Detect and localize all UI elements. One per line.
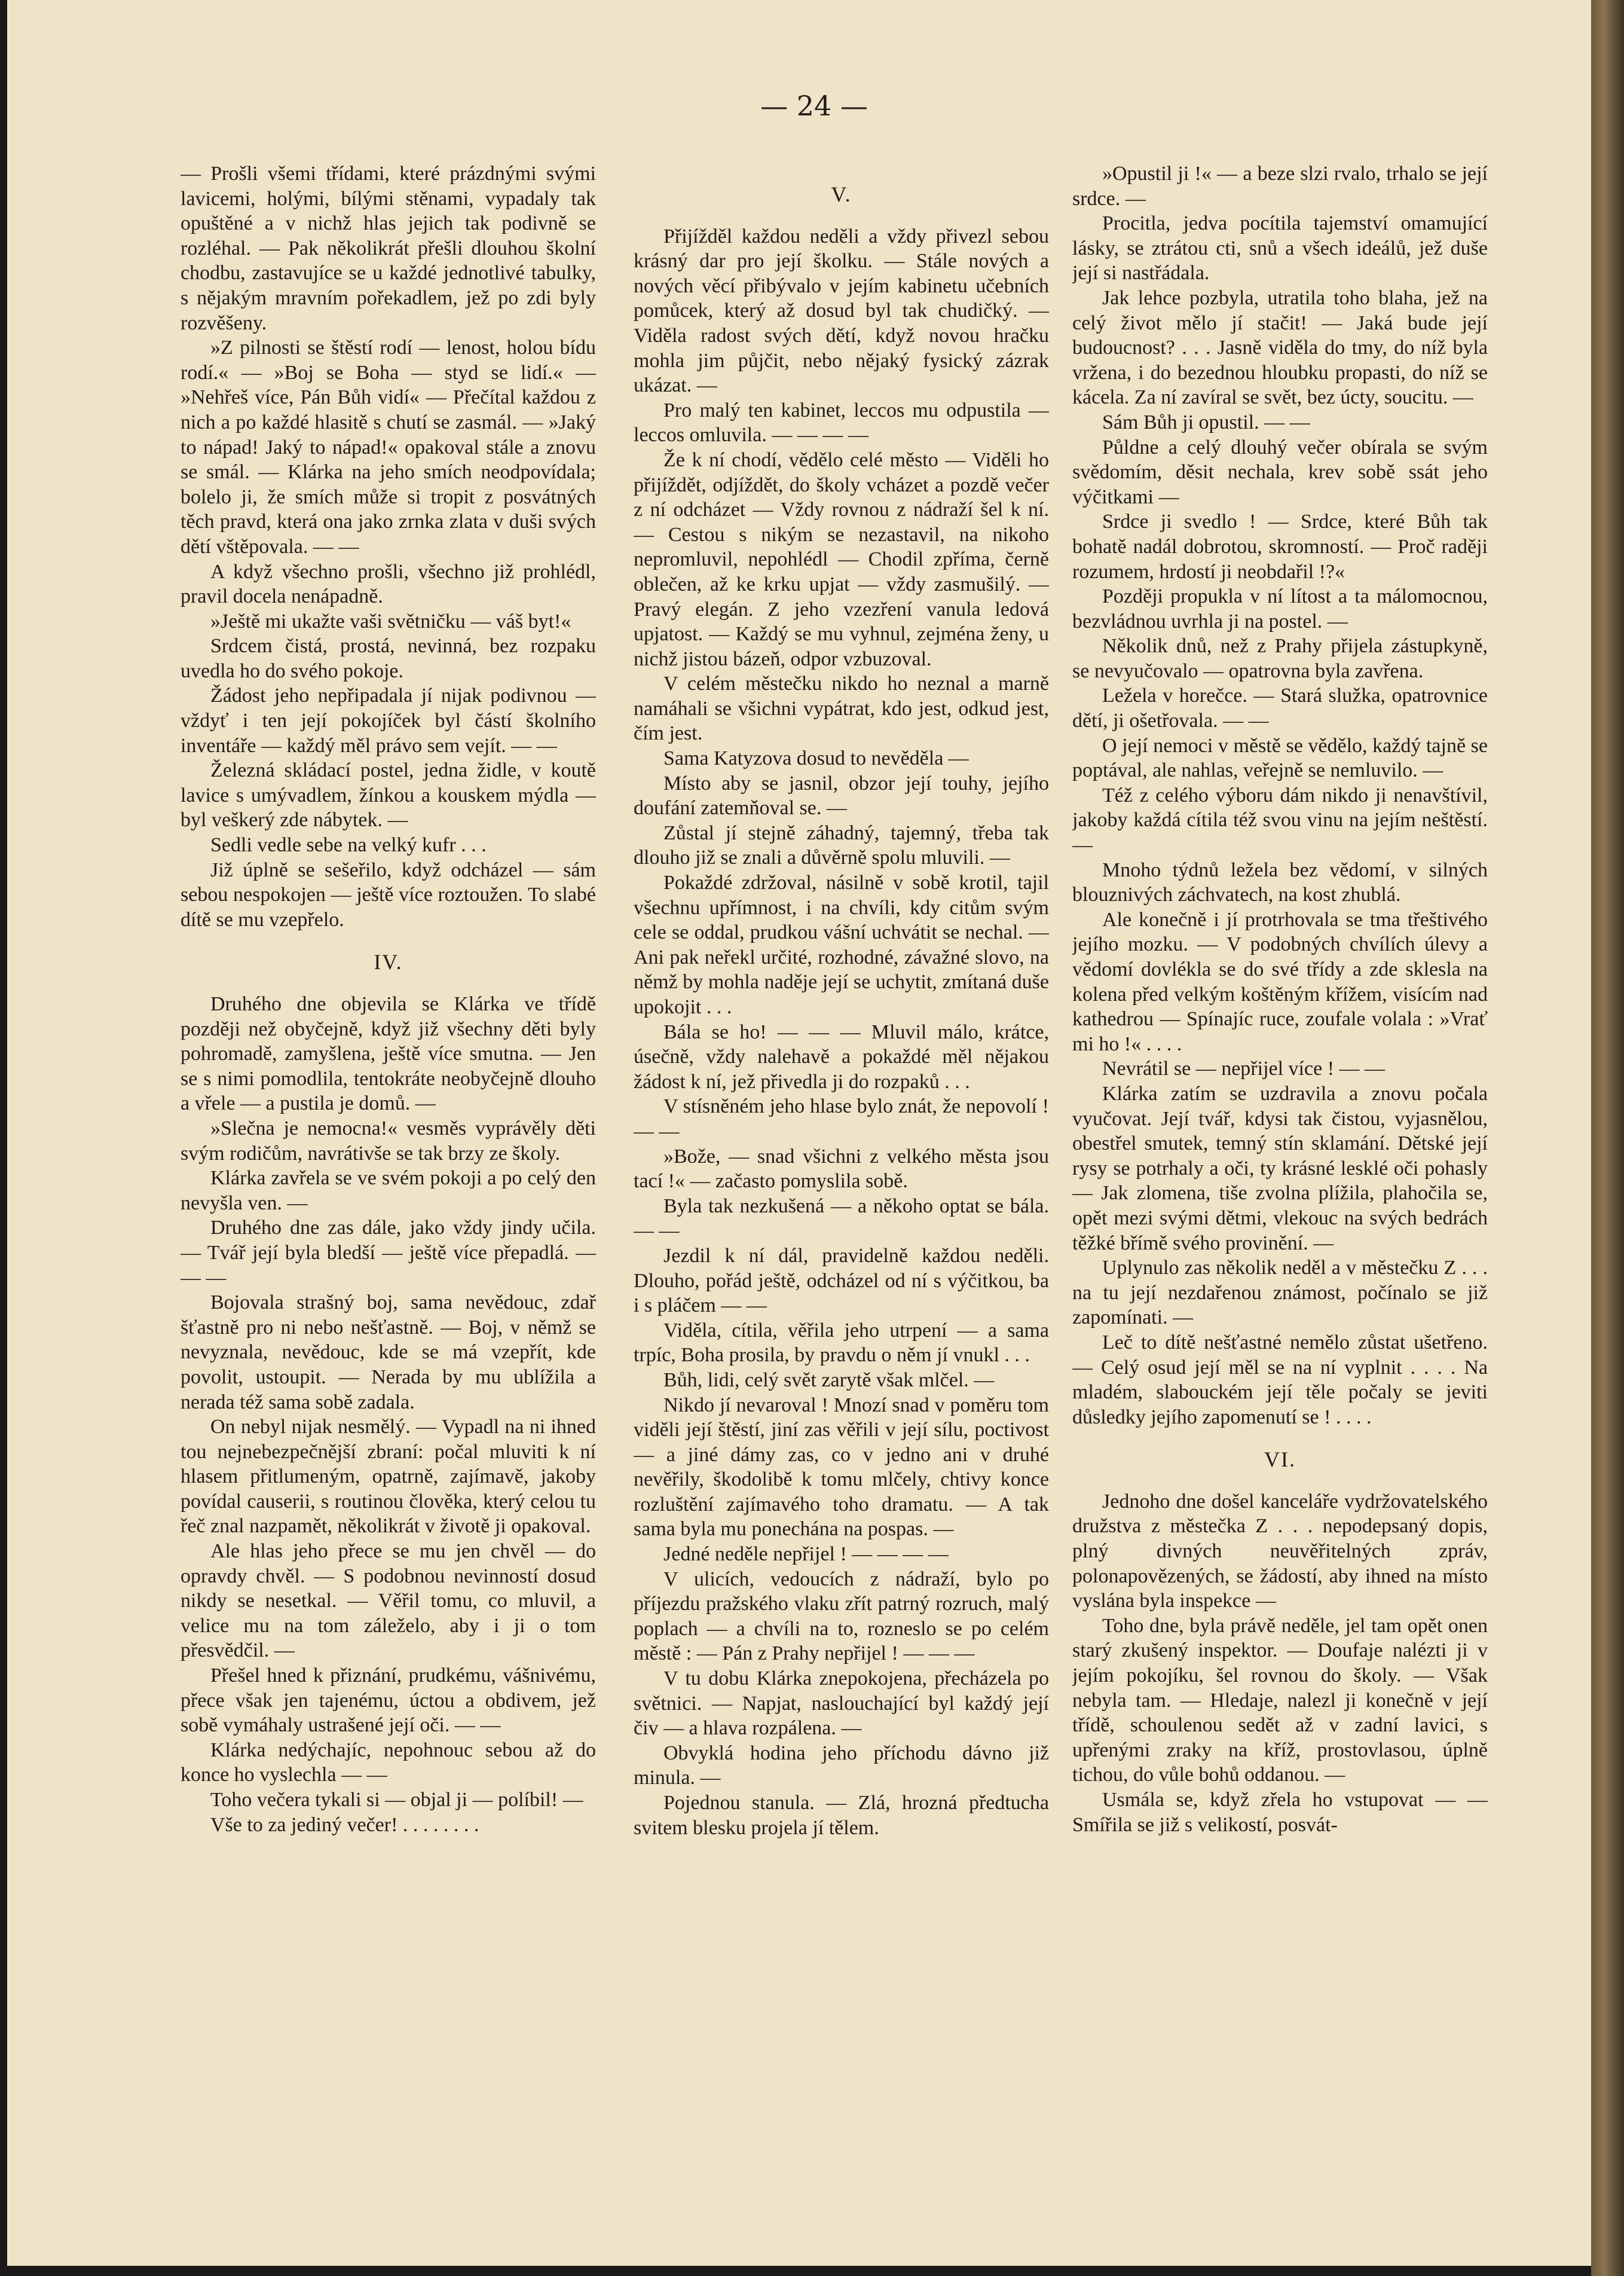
paragraph: Jak lehce pozbyla, utratila toho blaha, jež na celý život mělo jí stačit! — Jaká bude její budoucnost? . . . Jasně viděla do tmy, do níž byla vržena, i do bezednou hloubku propasti, do níž se kácela. Za ní zavíral se svět, bez úcty, soucitu. — (1072, 286, 1488, 409)
paragraph: »Ještě mi ukažte vaši světničku — váš byt!« (210, 610, 571, 633)
paragraph: V stísněném jeho hlase bylo znát, že nepovolí ! — — (634, 1095, 1049, 1142)
paragraph: Sama Katyzova dosud to nevěděla — (663, 747, 969, 770)
paragraph: Pojednou stanula. — Zlá, hrozná předtucha svitem blesku projela jí tělem. (634, 1792, 1049, 1839)
paragraph: Též z celého výboru dám nikdo ji nenavštívil, jakoby každá cítila též svou vinu na jejím neštěstí. — (1072, 784, 1488, 857)
paragraph: Leč to dítě nešťastné nemělo zůstat ušetřeno. — Celý osud její měl se na ní vyplnit . . . . Na mladém, slabouckém její těle počaly se jeviti důsledky jejího zapomenutí se ! . . . . (1072, 1331, 1488, 1428)
page-number: — 24 — (760, 90, 868, 122)
section-heading: V. (831, 182, 852, 206)
paragraph: Ležela v horečce. — Stará služka, opatrovnice dětí, ji ošetřovala. — — (1072, 685, 1488, 732)
paragraph: Nevrátil se — nepřijel více ! — — (1102, 1058, 1386, 1080)
paragraph: Bojovala strašný boj, sama nevědouc, zdař šťastně pro ni nebo nešťastně. — Boj, v němž se nevyznala, nevědouc, kde se má vzepřít, kde povolit, ustoupit. — Nerada by mu ublížila a nerada též sama sobě zadala. (181, 1291, 596, 1413)
paragraph: Přijížděl každou neděli a vždy přivezl sebou krásný dar pro její školku. — Stále nových a nových věcí přibývalo v jejím kabinetu učebních pomůcek, který až dosud byl tak chudičký. — Viděla radost svých dětí, když novou hračku mohla jim půjčit, nebo nějaký fysický zázrak ukázat. — (634, 225, 1049, 397)
paragraph: »Slečna je nemocna!« vesměs vyprávěly děti svým rodičům, navrátivše se tak brzy ze školy. (181, 1117, 596, 1165)
paragraph: On nebyl nijak nesmělý. — Vypadl na ni ihned tou nejnebezpečnější zbraní: počal mluviti k ní hlasem přitlumeným, opatrně, zajímavě, jakoby povídal causerii, s routinou člověka, který celou tu řeč znal nazpamět, několikrát v životě ji opakoval. (181, 1416, 596, 1538)
book-page (7, 0, 1597, 2266)
text-column-right (1072, 161, 1488, 2152)
paragraph: Toho večera tykali si — objal ji — políbil! — (210, 1789, 583, 1811)
paragraph: Později propukla v ní lítost a ta málomocnou, bezvládnou uvrhla ji na postel. — (1072, 585, 1488, 633)
section-heading: IV. (374, 950, 403, 974)
paragraph: Pro malý ten kabinet, leccos mu odpustila — leccos omluvila. — — — — (634, 399, 1049, 447)
paragraph: Nikdo jí nevaroval ! Mnozí snad v poměru tom viděli její štěstí, jiní zas věřili v její sílu, poctivost — a jiné dámy zas, co v jedno ani v druhé nevěřily, škodolibě k tomu mlčely, chtivy konce rozluštění zajímavého toho dramatu. — A tak sama byla mu ponechána na pospas. — (634, 1394, 1049, 1541)
paragraph: Sedli vedle sebe na velký kufr . . . (210, 834, 487, 857)
text-column-left (181, 161, 596, 2152)
paragraph: Procitla, jedva pocítila tajemství omamující lásky, se ztrátou cti, snů a všech ideálů, jež duše její si nastřádala. (1072, 212, 1488, 285)
paragraph: V tu dobu Klárka znepokojena, přecházela po světnici. — Napjat, naslouchající byl každý její čiv — a hlava rozpálena. — (634, 1667, 1049, 1740)
paragraph: Klárka zatím se uzdravila a znovu počala vyučovat. Její tvář, kdysi tak čistou, vyjasnělou, obestřel smutek, temný stín sklamání. Dětské její rysy se potrhaly a oči, ty krásné lesklé oči pohasly — Jak zlomena, tiše zvolna plížila, plahočila se, opět mezi svými dětmi, vlekouc na svých bedrách těžké břímě svého provinění. — (1072, 1082, 1488, 1254)
text-column-middle (634, 182, 1049, 2173)
paragraph: Že k ní chodí, vědělo celé město — Viděli ho přijíždět, odjíždět, do školy vcházet a pozdě večer z ní odcházet — Vždy rovnou z nádraží šel k ní. — Cestou s nikým se nezastavil, na nikoho nepromluvil, nepohlédl — Chodil zpříma, černě oblečen, až ke krku upjat — vždy zasmušilý. — Pravý elegán. Z jeho vzezření vanula ledová upjatost. — Každý se mu vyhnul, zejména ženy, u nichž jistou bázeň, odpor vzbuzoval. (634, 448, 1049, 670)
paragraph: Bůh, lidi, celý svět zarytě však mlčel. — (663, 1368, 995, 1391)
paragraph: Bála se ho! — — — Mluvil málo, krátce, úsečně, vždy nalehavě a pokaždé měl nějakou žádost k ní, jež přivedla ji do rozpaků . . . (634, 1021, 1049, 1093)
paragraph: Druhého dne objevila se Klárka ve třídě později než obyčejně, když již všechny děti byly pohromadě, zamyšlena, ještě více smutna. — Jen se s nimi pomodlila, tentokráte neobyčejně dlouho a vřele — a pustila je domů. — (181, 993, 596, 1115)
paragraph: Byla tak nezkušená — a někoho optat se bála. — — (634, 1194, 1049, 1242)
paragraph: Žádost jeho nepřipadala jí nijak podivnou — vždyť i ten její pokojíček byl částí školního inventáře — každý měl právo sem vejít. — — (181, 685, 596, 757)
paragraph: V ulicích, vedoucích z nádraží, bylo po příjezdu pražského vlaku zřít patrný rozruch, malý poplach — a chvíli na to, rozneslo se po celém městě : — Pán z Prahy nepřijel ! — — — (634, 1568, 1049, 1665)
paragraph: Přešel hned k přiznání, prudkému, vášnivému, přece však jen tajenému, úctou a obdivem, jež sobě vymáhaly ustrašené její oči. — — (181, 1664, 596, 1737)
paragraph: Klárka zavřela se ve svém pokoji a po celý den nevyšla ven. — (181, 1167, 596, 1214)
book-spine-edge (1591, 0, 1624, 2276)
paragraph: Již úplně se sešeřilo, když odcházel — sám sebou nespokojen — ještě více roztoužen. To slabé dítě se mu vzepřelo. (181, 859, 596, 931)
paragraph: Uplynulo zas několik neděl a v městečku Z . . . na tu její nezdařenou známost, počínalo se již zapomínati. — (1072, 1257, 1488, 1329)
paragraph: Vše to za jediný večer! . . . . . . . . (210, 1813, 479, 1836)
paragraph: Jezdil k ní dál, pravidelně každou neděli. Dlouho, pořád ještě, odcházel od ní s výčitkou, ba i s pláčem — — (634, 1244, 1049, 1317)
paragraph: V celém městečku nikdo ho neznal a marně namáhali se všichni vypátrat, kdo jest, odkud jest, čím jest. (634, 673, 1049, 745)
paragraph: A když všechno prošli, všechno již prohlédl, pravil docela nenápadně. (181, 560, 596, 608)
paragraph: Jedné neděle nepřijel ! — — — — (663, 1543, 949, 1566)
paragraph: — Prošli všemi třídami, které prázdnými svými lavicemi, holými, bílými stěnami, vypadaly tak opuštěné a v nichž hlas jejich tak podivně se rozléhal. — Pak několikrát přešli dlouhou školní chodbu, zastavujíce se u každé jednotlivé tabulky, s nějakým mravním pořekadlem, jež po zdi byly rozvěšeny. (181, 163, 596, 334)
paragraph: »Opustil ji !« — a beze slzi rvalo, trhalo se její srdce. — (1072, 163, 1488, 210)
paragraph: Klárka nedýchajíc, nepohnouc sebou až do konce ho vyslechla — — (181, 1739, 596, 1786)
paragraph: Viděla, cítila, věřila jeho utrpení — a sama trpíc, Boha prosila, by pravdu o něm jí vnukl . . . (634, 1319, 1049, 1367)
paragraph: Srdce ji svedlo ! — Srdce, které Bůh tak bohatě nadál dobrotou, skromností. — Proč raději rozumem, hrdostí ji neobdařil !?« (1072, 511, 1488, 583)
section-heading: VI. (1264, 1447, 1296, 1472)
paragraph: Pokaždé zdržoval, násilně v sobě krotil, tajil všechnu upřímnost, i na chvíli, kdy citům svým cele se oddal, prudkou vášní uchvátit se nechal. — Ani pak neřekl určité, rozhodné, závažné slovo, na němž by mohla naděje její se uchytit, zmítaná duše upokojit . . . (634, 872, 1049, 1018)
paragraph: »Z pilnosti se štěstí rodí — lenost, holou bídu rodí.« — »Boj se Boha — styd se lidí.« — »Nehřeš více, Pán Bůh vidí« — Přečítal každou z nich a po každé hlasitě s chutí se zasmál. — »Jaký to nápad! Jaký to nápad!« opakoval stále a znovu se smál. — Klárka na jeho smích neodpovídala; bolelo ji, že smích může si tropit z posvátných těch pravd, která ona jako zrnka zlata v duši svých dětí vštěpovala. — — (181, 337, 596, 558)
paragraph: Železná skládací postel, jedna židle, v koutě lavice s umývadlem, žínkou a kouskem mýdla — byl veškerý zde nábytek. — (181, 759, 596, 832)
paragraph: »Bože, — snad všichni z velkého města jsou tací !« — začasto pomyslila sobě. (634, 1145, 1049, 1193)
paragraph: Ale konečně i jí protrhovala se tma třeštivého jejího mozku. — V podobných chvílích úlevy a vědomí dovlékla se do své třídy a zde sklesla na kolena před velkým koštěným křížem, visícím nad kathedrou — Spínajíc ruce, zoufale volala : »Vrať mi ho !« . . . . (1072, 908, 1488, 1055)
paragraph: Jednoho dne došel kanceláře vydržovatelského družstva z městečka Z . . . nepodepsaný dopis, plný divných neuvěřitelných zpráv, polonapovězených, se žádostí, aby ihned na místo vyslána byla inspekce — (1072, 1490, 1488, 1612)
paragraph: Srdcem čistá, prostá, nevinná, bez rozpaku uvedla ho do svého pokoje. (181, 635, 596, 682)
paragraph: Zůstal jí stejně záhadný, tajemný, třeba tak dlouho již se znali a důvěrně spolu mluvili. — (634, 821, 1049, 869)
paragraph: Místo aby se jasnil, obzor její touhy, jejího doufání zatemňoval se. — (634, 772, 1049, 820)
paragraph: Půldne a celý dlouhý večer obírala se svým svědomím, děsit nechala, krev sobě ssát jeho výčitkami — (1072, 436, 1488, 508)
paragraph: Několik dnů, než z Prahy přijela zástupkyně, se nevyučovalo — opatrovna byla zavřena. (1072, 635, 1488, 682)
paragraph: O její nemoci v městě se vědělo, každý tajně se poptával, ale nahlas, veřejně se nemluvilo. — (1072, 734, 1488, 782)
paragraph: Sám Bůh ji opustil. — — (1102, 411, 1310, 433)
paragraph: Druhého dne zas dále, jako vždy jindy učila. — Tvář její byla bledší — ještě více přepadlá. — — — (181, 1217, 596, 1289)
paragraph: Mnoho týdnů ležela bez vědomí, v silných blouznivých záchvatech, na kost zhublá. (1072, 859, 1488, 906)
paragraph: Ale hlas jeho přece se mu jen chvěl — do opravdy chvěl. — S podobnou nevinností dosud nikdy se nesetkal. — Věřil tomu, co mluvil, a velice mu na tom záleželo, aby i ji o tom přesvědčil. — (181, 1540, 596, 1662)
paragraph: Toho dne, byla právě neděle, jel tam opět onen starý zkušený inspektor. — Doufaje nalézti ji v jejím pokojíku, šel rovnou do školy. — Však nebyla tam. — Hledaje, nalezl ji konečně v její třídě, schoulenou sedět až v zadní lavici, s upřenými zraky na kříž, prostovlasou, úplně tichou, do vůle bohů oddanou. — (1072, 1614, 1488, 1786)
paragraph: Usmála se, když zřela ho vstupovat — — Smířila se již s velikostí, posvát- (1072, 1789, 1488, 1836)
paragraph: Obvyklá hodina jeho příchodu dávno již minula. — (634, 1742, 1049, 1789)
